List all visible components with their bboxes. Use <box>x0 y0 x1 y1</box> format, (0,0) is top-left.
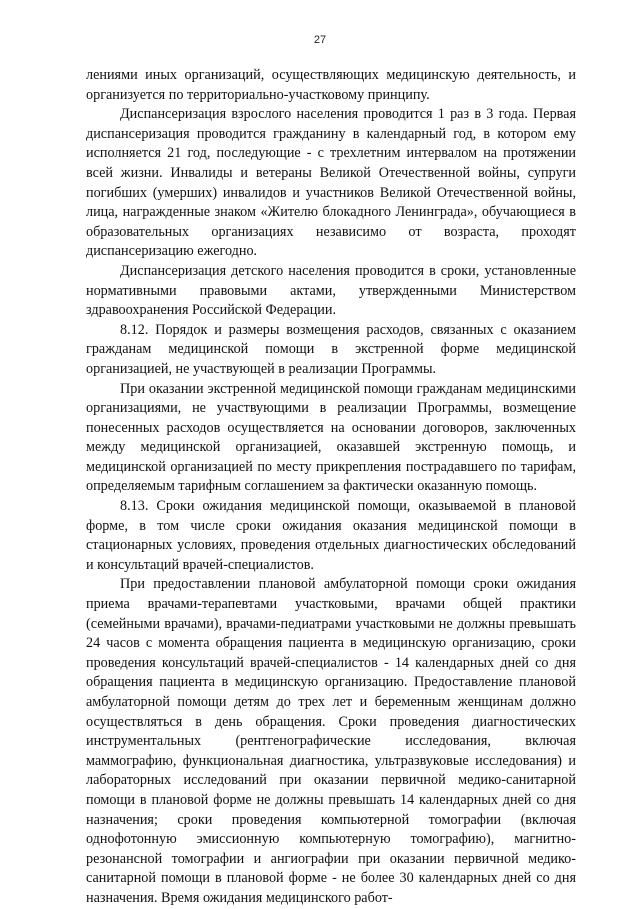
paragraph-waiting-times: При предоставлении плановой амбулаторной помощи сроки ожидания приема врачами-терапевтами участковыми, врачами общей практики (семейными врачами), врачами-педиатрами участковыми не должны превышать 24 часов с момента обращения пациента в медицинскую организацию, сроки проведения консультаций врачей-специалистов - 14 календарных дней со дня обращения пациента в медицинскую организацию. Предоставление плановой амбулаторной помощи детям до трех лет и беременным женщинам должно осуществляться в день обращения. Сроки проведения диагностических инструментальных (рентгенографические исследования, включая маммографию, функциональная диагностика, ультразвуковые исследования) и лабораторных исследований при оказании первичной медико-санитарной помощи в плановой форме не должны превышать 14 календарных дней со дня назначения; сроки проведения компьютерной томографии (включая однофотонную эмиссионную компьютерную томографию), магнитно-резонансной томографии и ангиографии при оказании первичной медико-санитарной помощи в плановой форме - не более 30 календарных дней со дня назначения. Время ожидания медицинского работ- <box>86 576 576 906</box>
paragraph-section-8-12: 8.12. Порядок и размеры возмещения расходов, связанных с оказанием гражданам медицинской помощи в экстренной форме медицинской организацией, не участвующей в реализации Программы. <box>86 321 576 377</box>
document-body <box>86 66 576 909</box>
page-number: 27 <box>313 34 327 46</box>
paragraph-child-dispensarization: Диспансеризация детского населения проводится в сроки, установленные нормативными правовыми актами, утвержденными Министерством здравоохранения Российской Федерации. <box>86 262 576 319</box>
paragraph-emergency-reimbursement: При оказании экстренной медицинской помощи гражданам медицинскими организациями, не участвующими в реализации Программы, возмещение понесенных расходов осуществляется на основании договоров, заключенных между медицинской организацией, оказавшей экстренную помощь, и медицинской организацией по месту прикрепления пострадавшего по тарифам, определяемым тарифным соглашением за фактически оказанную помощь. <box>86 380 576 495</box>
paragraph-section-8-13: 8.13. Сроки ожидания медицинской помощи, оказываемой в плановой форме, в том числе сроки ожидания оказания медицинской помощи в стационарных условиях, проведения отдельных диагностических обследований и консультаций врачей-специалистов. <box>86 498 576 573</box>
paragraph-adult-dispensarization: Диспансеризация взрослого населения проводится 1 раз в 3 года. Первая диспансеризация проводится гражданину в календарный год, в котором ему исполняется 21 год, последующие - с трехлетним интервалом на протяжении всей жизни. Инвалиды и ветераны Великой Отечественной войны, супруги погибших (умерших) инвалидов и участников Великой Отечественной войны, лица, награжденные знаком «Жителю блокадного Ленинграда», обучающиеся в образовательных организациях независимо от возраста, проходят диспансеризацию ежегодно. <box>86 106 576 260</box>
paragraph-continuation: лениями иных организаций, осуществляющих медицинскую деятельность, и организуется по территориально-участковому принципу. <box>86 67 576 103</box>
